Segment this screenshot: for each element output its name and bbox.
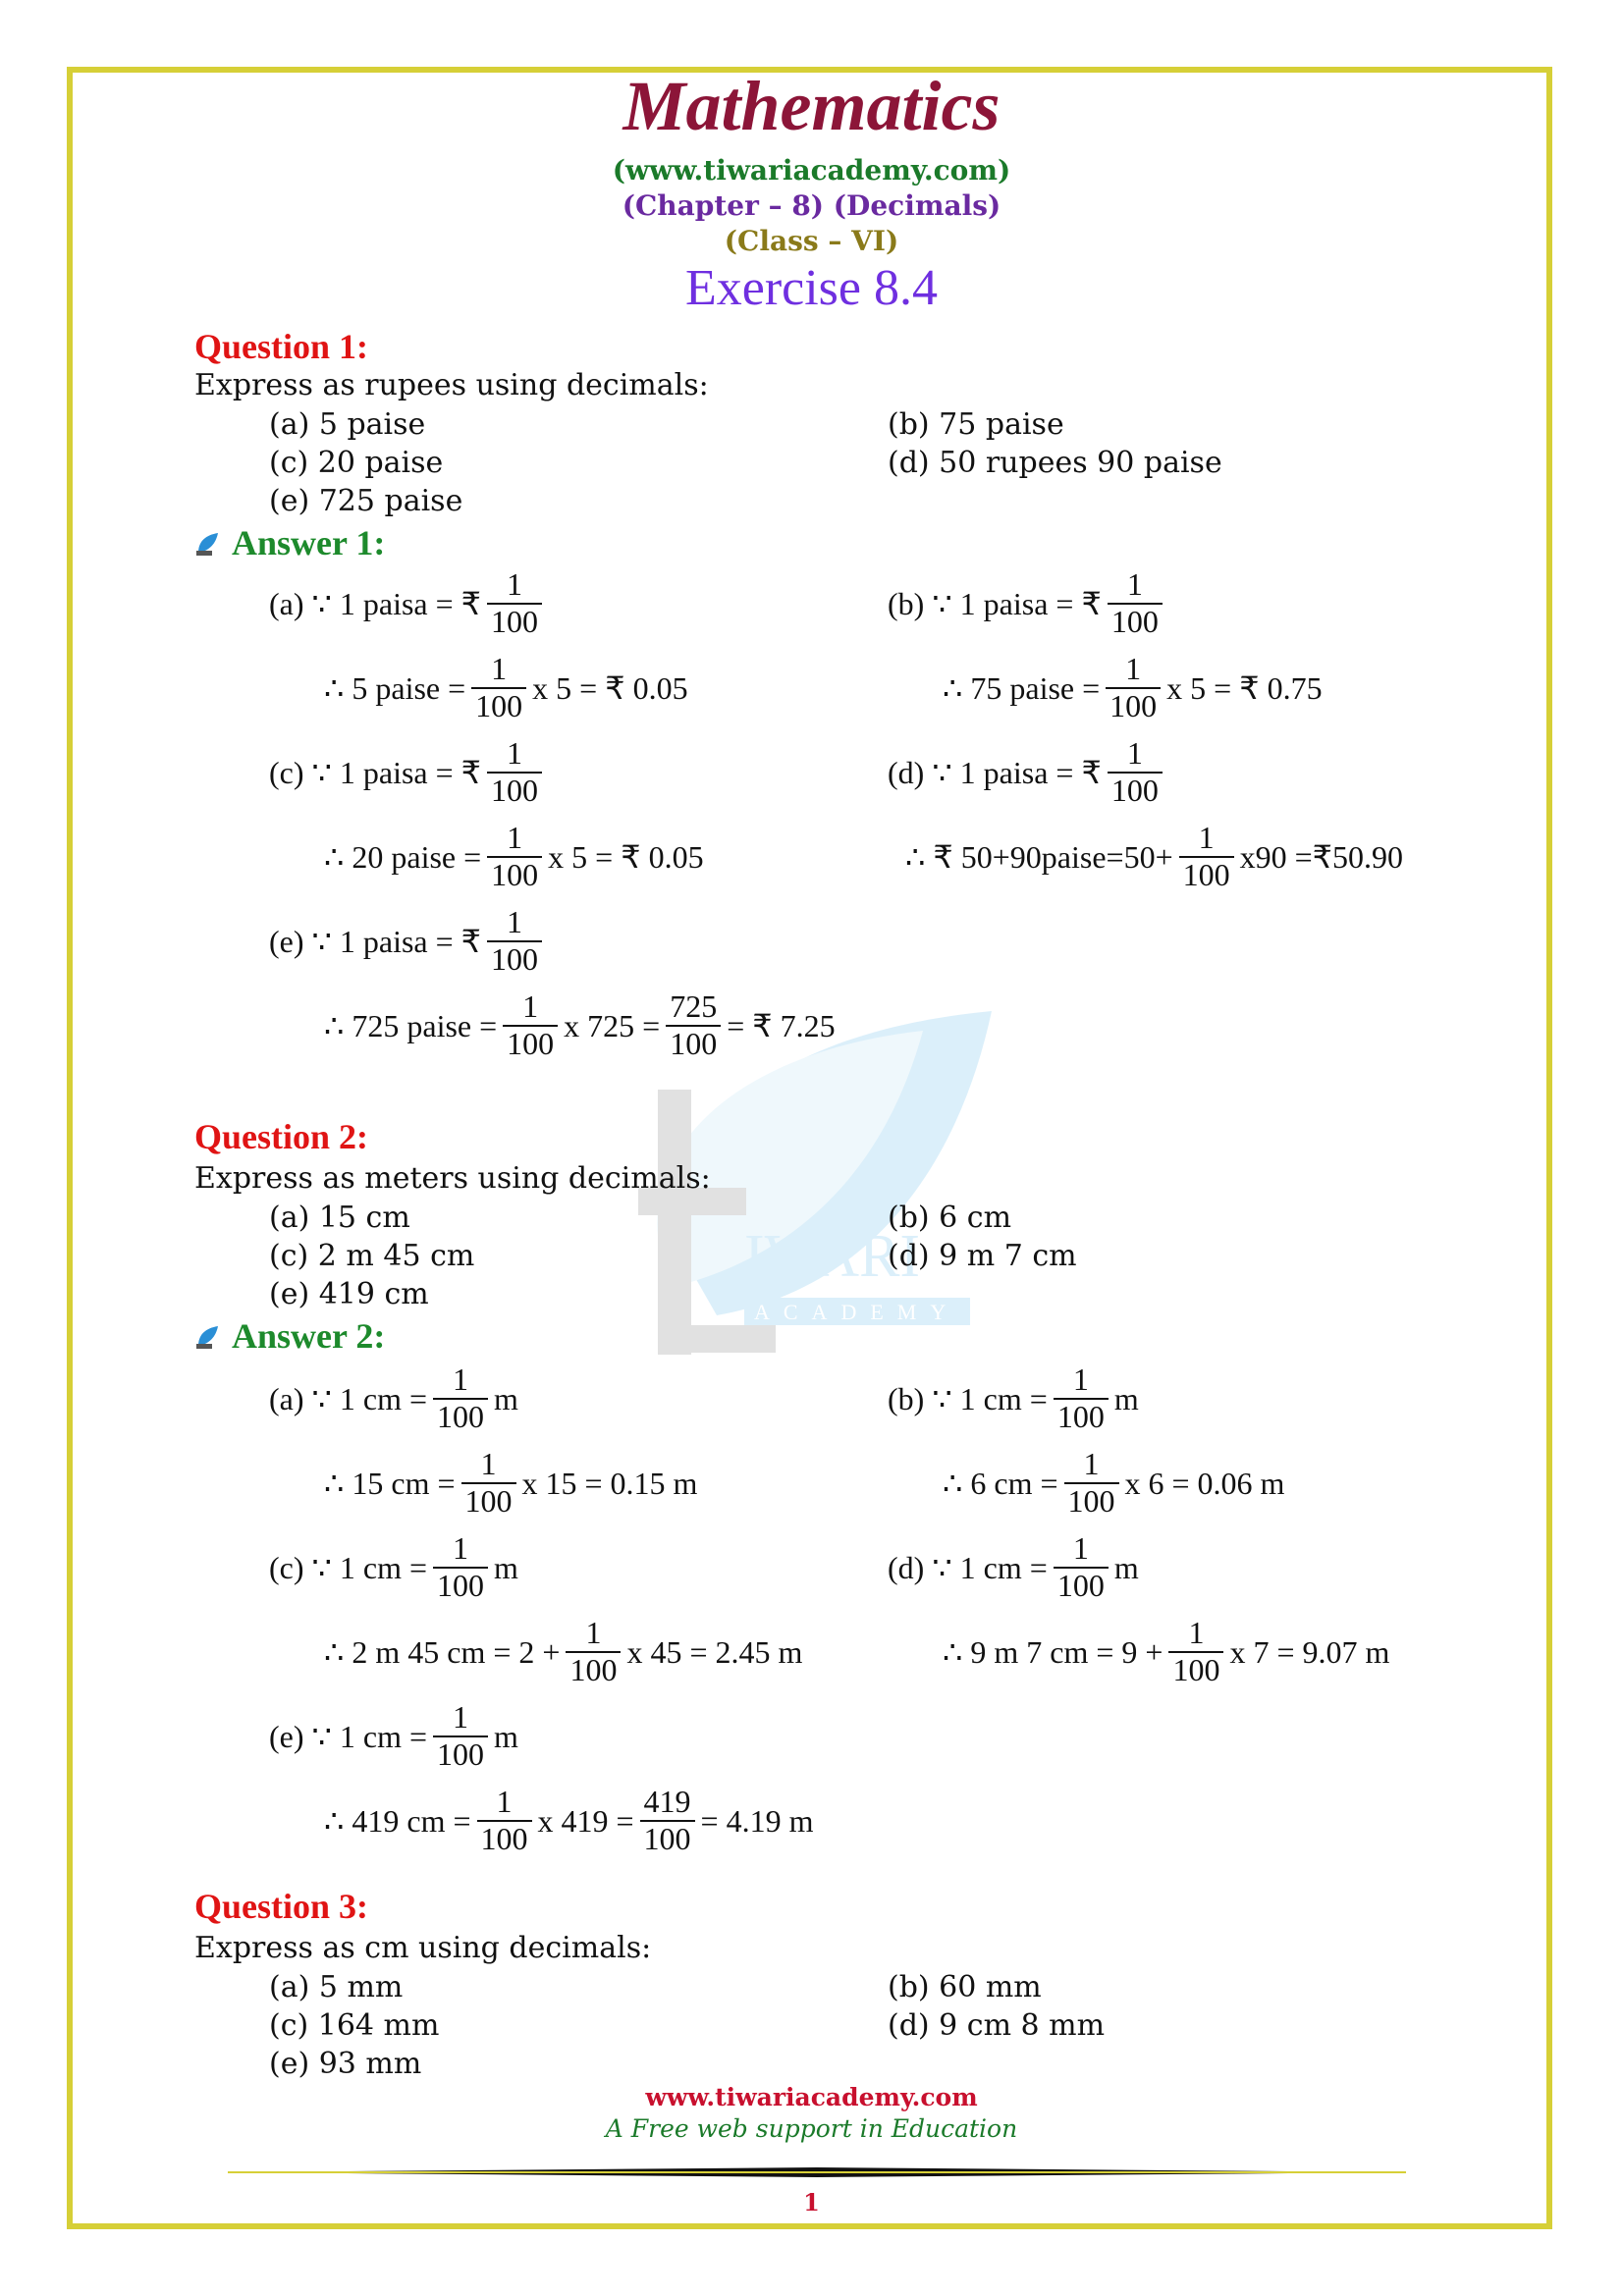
- denominator: 100: [1172, 1651, 1220, 1687]
- a1-c-line1: [269, 736, 548, 809]
- denominator: 100: [1056, 1398, 1105, 1434]
- numerator: 1: [1064, 1447, 1119, 1484]
- header-chapter: (Chapter – 8) (Decimals): [622, 189, 1001, 222]
- unit-label: m: [1113, 1380, 1139, 1416]
- fraction: [433, 1362, 488, 1435]
- fraction: [487, 821, 542, 893]
- watermark-sub: ACADEMY: [754, 1300, 960, 1324]
- pen-icon: [194, 531, 220, 557]
- numerator: 1: [487, 821, 542, 858]
- a1-e-mid: x 725 =: [564, 1007, 661, 1043]
- a2-d-result: x 7 = 9.07 m: [1229, 1633, 1390, 1670]
- a2-d-line2: [943, 1616, 1389, 1688]
- a2-e-line2: [324, 1785, 813, 1857]
- fraction: [433, 1531, 488, 1604]
- numerator: 1: [1106, 652, 1161, 689]
- a2-e-line2-text: ∴ 419 cm =: [324, 1802, 471, 1839]
- a1-c-line2-text: ∴ 20 paise =: [324, 838, 482, 875]
- question-1-prompt: Express as rupees using decimals:: [194, 368, 709, 402]
- numerator: 1: [487, 905, 542, 942]
- numerator: 1: [1108, 567, 1163, 605]
- a1-b-line1: [888, 567, 1168, 640]
- header-class: (Class – VI): [724, 225, 899, 257]
- denominator: 100: [491, 603, 539, 639]
- denominator: 100: [670, 1025, 718, 1061]
- unit-label: m: [494, 1718, 518, 1754]
- denominator: 100: [569, 1651, 618, 1687]
- a2-d-line1: [888, 1531, 1139, 1604]
- q3-item-e: (e) 93 mm: [269, 2047, 422, 2081]
- unit-label: m: [1113, 1549, 1139, 1585]
- a1-a-line2-text: ∴ 5 paise =: [324, 669, 466, 706]
- a1-c-result: x 5 = ₹ 0.05: [548, 838, 704, 875]
- numerator: 1: [433, 1531, 488, 1569]
- a2-a-line2-text: ∴ 15 cm =: [324, 1465, 456, 1501]
- footer-divider: [228, 2167, 1406, 2177]
- a2-a-line1: [269, 1362, 518, 1435]
- a1-c-line1-text: (c) ∵ 1 paisa = ₹: [269, 754, 482, 790]
- denominator: 100: [480, 1820, 528, 1856]
- question-2-heading: Question 2:: [194, 1117, 369, 1156]
- q3-item-c: (c) 164 mm: [269, 2008, 440, 2043]
- denominator: 100: [464, 1482, 513, 1519]
- denominator: 100: [507, 1025, 555, 1061]
- numerator: 1: [471, 652, 526, 689]
- q3-item-b: (b) 60 mm: [888, 1970, 1042, 2004]
- fraction: [566, 1616, 621, 1688]
- denominator: 100: [643, 1820, 691, 1856]
- a1-e-line1-text: (e) ∵ 1 paisa = ₹: [269, 923, 482, 959]
- denominator: 100: [1056, 1567, 1105, 1603]
- numerator: 1: [1168, 1616, 1223, 1653]
- header-website: (www.tiwariacademy.com): [612, 154, 1011, 187]
- q2-item-d: (d) 9 m 7 cm: [888, 1239, 1077, 1273]
- a1-a-line2: [324, 652, 688, 724]
- answer-2-label: Answer 2:: [232, 1316, 386, 1356]
- a2-c-line1: [269, 1531, 518, 1604]
- a1-d-result: x90 =₹50.90: [1239, 838, 1404, 875]
- q3-item-d: (d) 9 cm 8 mm: [888, 2008, 1106, 2043]
- a2-b-line2-text: ∴ 6 cm =: [943, 1465, 1058, 1501]
- denominator: 100: [491, 856, 539, 892]
- a1-d-line1: [888, 736, 1168, 809]
- denominator: 100: [1109, 687, 1158, 723]
- a1-e-line2: [324, 989, 836, 1062]
- a2-b-result: x 6 = 0.06 m: [1124, 1465, 1285, 1501]
- fraction: [1168, 1616, 1223, 1688]
- numerator: 1: [1108, 736, 1163, 774]
- fraction: [487, 905, 542, 978]
- denominator: 100: [437, 1398, 485, 1434]
- fraction: [1108, 567, 1163, 640]
- a2-e-line1-text: (e) ∵ 1 cm =: [269, 1718, 428, 1754]
- q1-item-d: (d) 50 rupees 90 paise: [888, 446, 1222, 480]
- a2-d-line2-text: ∴ 9 m 7 cm = 9 +: [943, 1633, 1163, 1670]
- fraction: [503, 989, 558, 1062]
- unit-label: m: [494, 1549, 518, 1585]
- denominator: 100: [491, 940, 539, 977]
- fraction: [1179, 821, 1234, 893]
- a1-a-line1-text: (a) ∵ 1 paisa = ₹: [269, 585, 482, 621]
- a1-a-line1: [269, 567, 548, 640]
- numerator: 419: [640, 1785, 695, 1822]
- a2-b-line2: [943, 1447, 1284, 1520]
- fraction: [640, 1785, 695, 1857]
- q1-item-e: (e) 725 paise: [269, 484, 463, 518]
- numerator: 1: [566, 1616, 621, 1653]
- fraction: [471, 652, 526, 724]
- a1-b-line2-text: ∴ 75 paise =: [943, 669, 1101, 706]
- numerator: 1: [433, 1362, 488, 1400]
- a1-b-line1-text: (b) ∵ 1 paisa = ₹: [888, 585, 1102, 621]
- a2-a-line2: [324, 1447, 697, 1520]
- denominator: 100: [1110, 772, 1159, 808]
- a1-d-line2-text: ∴ ₹ 50+90paise=50+: [905, 838, 1173, 875]
- page-number: 1: [803, 2188, 820, 2216]
- a1-c-line2: [324, 821, 704, 893]
- numerator: 725: [666, 989, 721, 1027]
- denominator: 100: [491, 772, 539, 808]
- a1-e-result: = ₹ 7.25: [727, 1007, 836, 1043]
- answer-2-heading: [194, 1318, 385, 1354]
- denominator: 100: [437, 1735, 485, 1772]
- exercise-title: Exercise 8.4: [684, 260, 938, 316]
- page-title: Mathematics: [622, 67, 1001, 145]
- denominator: 100: [1182, 856, 1230, 892]
- numerator: 1: [461, 1447, 516, 1484]
- denominator: 100: [1067, 1482, 1115, 1519]
- a1-e-line2-text: ∴ 725 paise =: [324, 1007, 498, 1043]
- numerator: 1: [487, 736, 542, 774]
- question-1-heading: Question 1:: [194, 327, 369, 366]
- answer-1-label: Answer 1:: [232, 523, 386, 562]
- watermark-brand: IWARI: [744, 1223, 921, 1290]
- question-3-heading: Question 3:: [194, 1887, 369, 1926]
- a2-b-line1: [888, 1362, 1139, 1435]
- denominator: 100: [475, 687, 523, 723]
- a2-a-result: x 15 = 0.15 m: [521, 1465, 698, 1501]
- fraction: [487, 567, 542, 640]
- footer-tagline: A Free web support in Education: [605, 2114, 1018, 2143]
- numerator: 1: [477, 1785, 532, 1822]
- a2-e-line1: [269, 1700, 518, 1773]
- a1-a-result: x 5 = ₹ 0.05: [532, 669, 688, 706]
- fraction: [1054, 1531, 1109, 1604]
- q1-item-a: (a) 5 paise: [269, 407, 426, 442]
- a1-b-result: x 5 = ₹ 0.75: [1166, 669, 1323, 706]
- numerator: 1: [503, 989, 558, 1027]
- a1-b-line2: [943, 652, 1323, 724]
- q2-item-a: (a) 15 cm: [269, 1201, 410, 1235]
- q1-item-c: (c) 20 paise: [269, 446, 444, 480]
- q3-item-a: (a) 5 mm: [269, 1970, 404, 2004]
- fraction: [1106, 652, 1161, 724]
- q1-item-b: (b) 75 paise: [888, 407, 1064, 442]
- q2-item-e: (e) 419 cm: [269, 1277, 429, 1311]
- fraction: [1064, 1447, 1119, 1520]
- fraction: [1108, 736, 1163, 809]
- denominator: 100: [437, 1567, 485, 1603]
- answer-1-heading: [194, 525, 385, 561]
- a2-d-line1-text: (d) ∵ 1 cm =: [888, 1549, 1048, 1585]
- fraction: [487, 736, 542, 809]
- fraction: [666, 989, 721, 1062]
- numerator: 1: [1054, 1531, 1109, 1569]
- denominator: 100: [1110, 603, 1159, 639]
- a1-e-line1: [269, 905, 548, 978]
- q2-item-b: (b) 6 cm: [888, 1201, 1012, 1235]
- pen-icon: [194, 1324, 220, 1350]
- question-3-prompt: Express as cm using decimals:: [194, 1931, 652, 1965]
- a1-d-line2: [905, 821, 1403, 893]
- numerator: 1: [1179, 821, 1234, 858]
- numerator: 1: [1054, 1362, 1109, 1400]
- a2-e-result: = 4.19 m: [700, 1802, 814, 1839]
- a2-b-line1-text: (b) ∵ 1 cm =: [888, 1380, 1048, 1416]
- q2-item-c: (c) 2 m 45 cm: [269, 1239, 475, 1273]
- fraction: [433, 1700, 488, 1773]
- unit-label: m: [494, 1380, 518, 1416]
- question-2-prompt: Express as meters using decimals:: [194, 1161, 711, 1196]
- footer-website-link[interactable]: www.tiwariacademy.com: [645, 2083, 978, 2111]
- fraction: [1054, 1362, 1109, 1435]
- numerator: 1: [433, 1700, 488, 1737]
- fraction: [461, 1447, 516, 1520]
- numerator: 1: [487, 567, 542, 605]
- a2-a-line1-text: (a) ∵ 1 cm =: [269, 1380, 428, 1416]
- a2-c-line2: [324, 1616, 802, 1688]
- a2-c-line2-text: ∴ 2 m 45 cm = 2 +: [324, 1633, 561, 1670]
- a1-d-line1-text: (d) ∵ 1 paisa = ₹: [888, 754, 1102, 790]
- fraction: [477, 1785, 532, 1857]
- a2-c-line1-text: (c) ∵ 1 cm =: [269, 1549, 428, 1585]
- a2-e-mid: x 419 =: [537, 1802, 634, 1839]
- a2-c-result: x 45 = 2.45 m: [626, 1633, 803, 1670]
